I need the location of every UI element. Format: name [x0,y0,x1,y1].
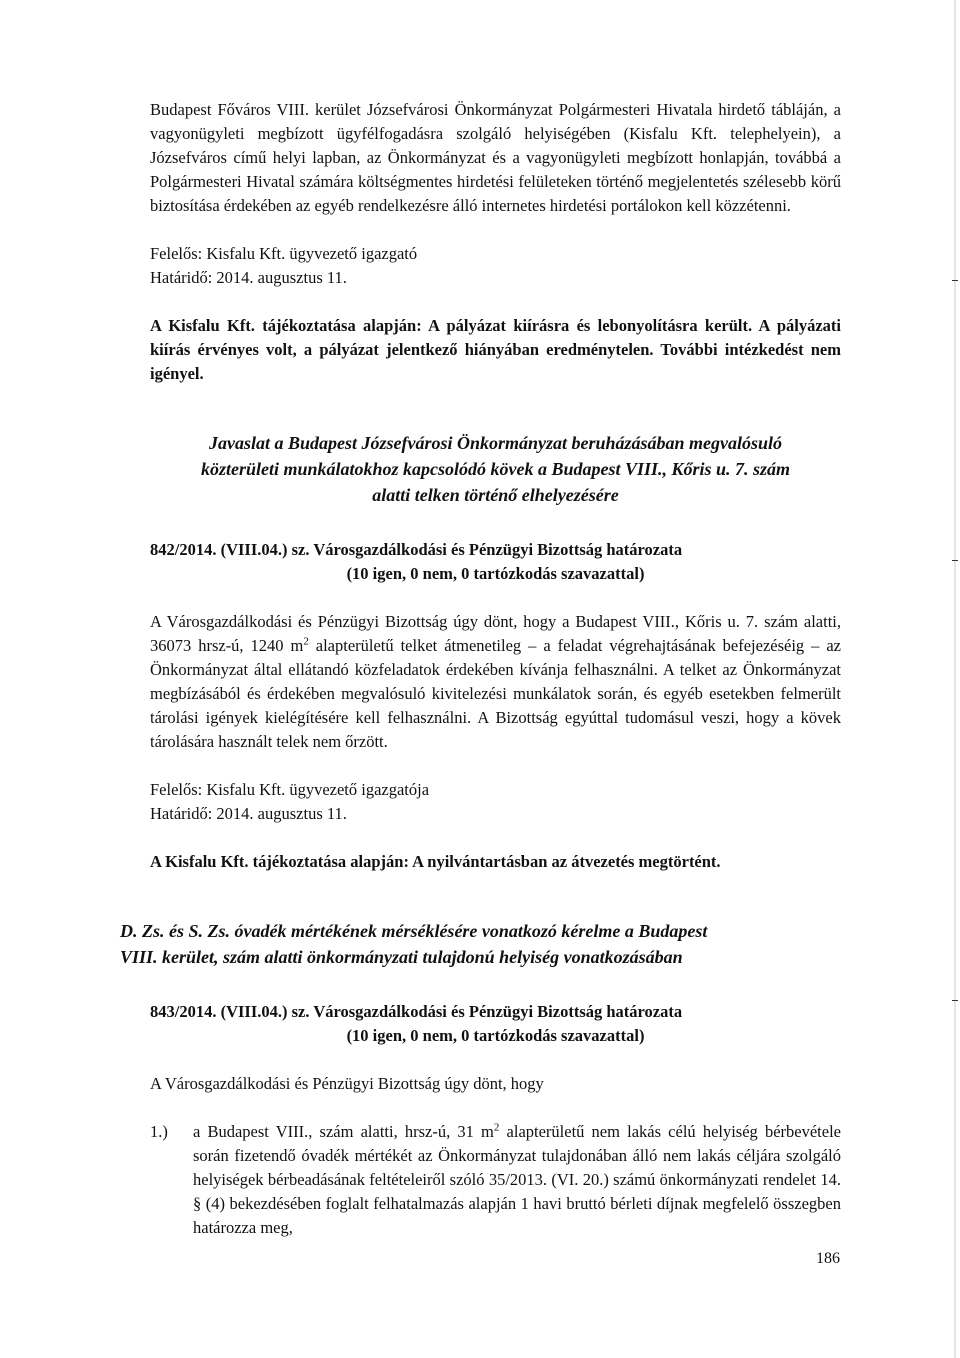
agenda-heading-line: D. Zs. és S. Zs. óvadék mértékének mérséklésére vonatkozó kérelme a Budapest [120,921,708,941]
scan-edge [954,0,956,1358]
scan-mark [952,1000,958,1001]
resolution-number: 842/2014. (VIII.04.) sz. Városgazdálkodási és Pénzügyi Bizottság határozata [150,540,683,559]
agenda-heading-line: VIII. kerület, szám alatti önkormányzati tulajdonú helyiség vonatkozásában [120,947,683,967]
agenda-heading-line: alatti telken történő elhelyezésére [372,485,619,505]
vote-count: (10 igen, 0 nem, 0 tartózkodás szavazattal) [346,564,645,583]
document-page [120,98,841,1240]
deadline-line: Határidő: 2014. augusztus 11. [150,804,347,823]
status-note: A Kisfalu Kft. tájékoztatása alapján: A pályázat kiírásra és lebonyolításra került. A pályázati kiírás érvényes volt, a pályázat jelentkező hiányában eredménytelen. További intézkedést nem igényel. [150,316,841,383]
vote-count: (10 igen, 0 nem, 0 tartózkodás szavazattal) [346,1026,645,1045]
responsible-line: Felelős: Kisfalu Kft. ügyvezető igazgató [150,244,418,263]
agenda-heading [120,918,841,970]
agenda-heading [150,430,841,508]
agenda-heading-line: közterületi munkálatokhoz kapcsolódó kövek a Budapest VIII., Kőris u. 7. szám [200,459,791,479]
status-note: A Kisfalu Kft. tájékoztatása alapján: A nyilvántartásban az átvezetés megtörtént. [150,852,721,871]
list-item [150,1120,841,1240]
scan-mark [952,560,958,561]
deadline-line: Határidő: 2014. augusztus 11. [150,268,347,287]
responsible-line: Felelős: Kisfalu Kft. ügyvezető igazgatója [150,780,430,799]
publication-paragraph: Budapest Főváros VIII. kerület Józsefvárosi Önkormányzat Polgármesteri Hivatala hirdető tábláján, a vagyonügyleti megbízott ügyfélfogadásra szolgáló helyiségében (Kisfalu Kft. telephelyein), a Józsefváros című helyi lapban, az Önkormányzat és a vagyonügyleti megbízott honlapján, továbbá a Polgármesteri Hivatal számára költségmentes hirdetési felületeken történő megjelentetés szélesebb körű biztosítása érdekében az egyéb rendelkezésre álló internetes hirdetési portálokon kell közzétenni. [150,100,841,215]
resolution-number: 843/2014. (VIII.04.) sz. Városgazdálkodási és Pénzügyi Bizottság határozata [150,1002,683,1021]
decision-intro: A Városgazdálkodási és Pénzügyi Bizottság úgy dönt, hogy [150,1074,544,1093]
page-number: 186 [816,1250,840,1267]
decision-paragraph: A Városgazdálkodási és Pénzügyi Bizottság úgy dönt, hogy a Budapest VIII., Kőris u. 7. szám alatti, 36073 hrsz-ú, 1240 $m^2$ alapterületű telket átmenetileg – a feladat végrehajtásának befejezéséig – az Önkormányzat által ellátandó közfeladatok érdekében kívánja felhasználni. A telket az Önkormányzat megbízásából és érdekében megvalósuló kivitelezési munkálatok során, és egyéb esetekben felmerült tárolási igények kielégítésére kell felhasználni. A Bizottság egyúttal tudomásul veszi, hogy a kövek tárolására használt telek nem őrzött. [150,612,841,751]
scan-mark [952,280,958,281]
list-item-text: a Budapest VIII., szám alatti, hrsz-ú, 31 $m^2$ alapterületű nem lakás célú helyiség bérbevétele során fizetendő óvadék mértékét az Önkormányzat tulajdonában álló nem lakás céljára szolgáló helyiségek bérbeadásának feltételeiről szóló 35/2013. (VI. 20.) számú önkormányzati rendelet 14. § (4) bekezdésében foglalt felhatalmazás alapján 1 havi bruttó bérleti díjnak megfelelő összegben határozza meg, [193,1121,841,1237]
agenda-heading-line: Javaslat a Budapest Józsefvárosi Önkormányzat beruházásában megvalósuló [208,433,783,453]
list-item-number: 1.) [150,1122,168,1141]
